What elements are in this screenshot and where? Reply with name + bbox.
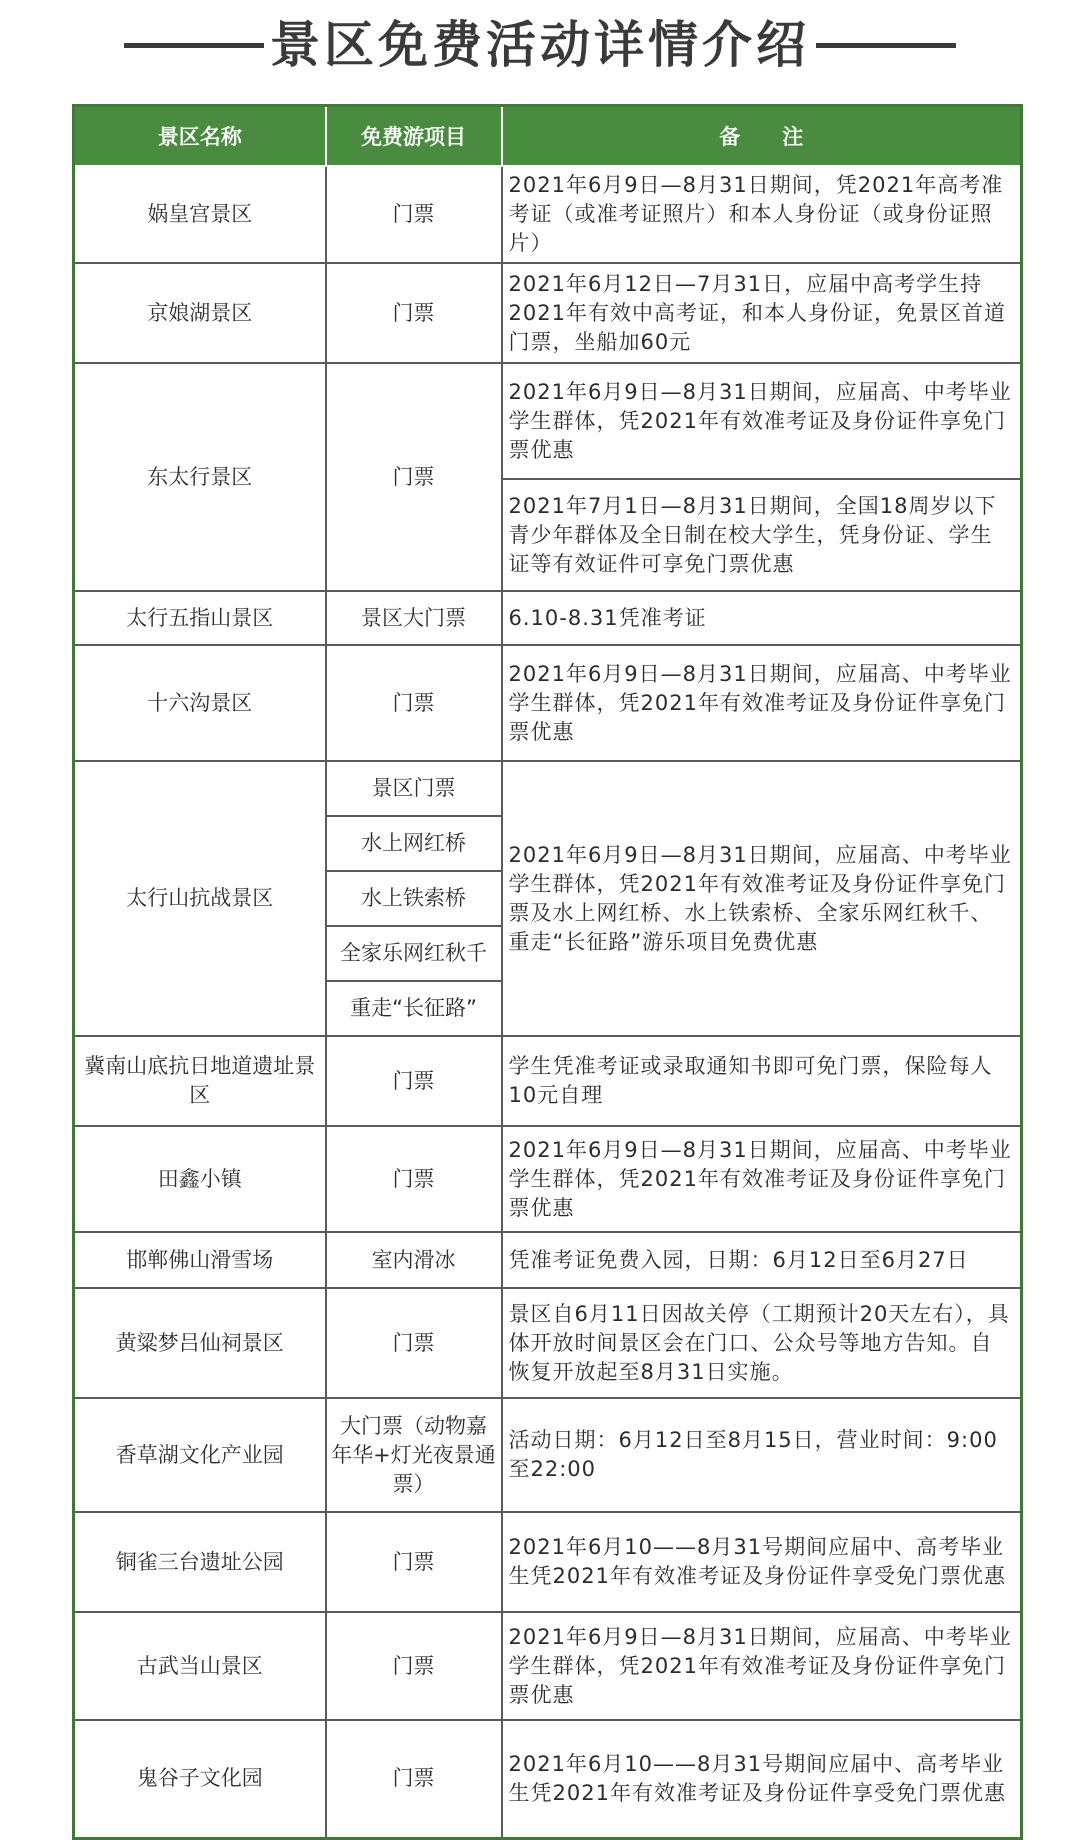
table-row (74, 1126, 1022, 1232)
scenic-name: 香草湖文化产业园 (74, 1398, 326, 1512)
table-row (74, 166, 1022, 263)
scenic-name: 田鑫小镇 (74, 1126, 326, 1232)
page-header (0, 0, 1080, 90)
scenic-name: 黄粱梦吕仙祠景区 (74, 1288, 326, 1398)
table-row (74, 1720, 1022, 1838)
scenic-name: 铜雀三台遗址公园 (74, 1512, 326, 1612)
header-free-project: 免费游项目 (326, 106, 502, 167)
scenic-name: 太行山抗战景区 (74, 761, 326, 1036)
page-title: 景区免费活动详情介绍 (270, 16, 810, 74)
scenic-name: 太行五指山景区 (74, 591, 326, 645)
free-project: 门票 (326, 1720, 502, 1838)
remark: 凭准考证免费入园，日期：6月12日至6月27日 (502, 1232, 1022, 1288)
free-project: 景区大门票 (326, 591, 502, 645)
scenic-name: 娲皇宫景区 (74, 166, 326, 263)
free-project: 全家乐网红秋千 (326, 926, 502, 981)
table-header-row (74, 106, 1022, 167)
remark: 2021年6月12日—7月31日，应届中高考学生持2021年有效中高考证，和本人身份证，免景区首道门票，坐船加60元 (502, 263, 1022, 363)
free-project: 景区门票 (326, 761, 502, 816)
scenic-name: 十六沟景区 (74, 645, 326, 761)
free-project: 大门票（动物嘉年华+灯光夜景通票） (326, 1398, 502, 1512)
table-row (74, 1612, 1022, 1720)
remark: 2021年7月1日—8月31日期间，全国18周岁以下青少年群体及全日制在校大学生，凭身份证、学生证等有效证件可享免门票优惠 (502, 479, 1022, 591)
scenic-name: 古武当山景区 (74, 1612, 326, 1720)
free-project: 门票 (326, 645, 502, 761)
scenic-spots-table (72, 104, 1023, 1840)
remark: 活动日期：6月12日至8月15日，营业时间：9:00至22:00 (502, 1398, 1022, 1512)
remark: 2021年6月10——8月31号期间应届中、高考毕业生凭2021年有效准考证及身份证件享受免门票优惠 (502, 1720, 1022, 1838)
free-project: 门票 (326, 166, 502, 263)
table-row (74, 1036, 1022, 1126)
remark: 2021年6月9日—8月31日期间，应届高、中考毕业学生群体，凭2021年有效准考证及身份证件享免门票优惠 (502, 363, 1022, 479)
free-project: 门票 (326, 363, 502, 591)
title-left-rule (124, 43, 264, 48)
free-project: 门票 (326, 1036, 502, 1126)
scenic-name: 鬼谷子文化园 (74, 1720, 326, 1838)
scenic-name: 冀南山底抗日地道遗址景区 (74, 1036, 326, 1126)
table-row (74, 645, 1022, 761)
free-project: 门票 (326, 1126, 502, 1232)
remark: 2021年6月9日—8月31日期间，应届高、中考毕业学生群体，凭2021年有效准考证及身份证件享免门票优惠 (502, 645, 1022, 761)
header-scenic-name: 景区名称 (74, 106, 326, 167)
remark: 2021年6月9日—8月31日期间，凭2021年高考准考证（或准考证照片）和本人身份证（或身份证照片） (502, 166, 1022, 263)
table-row (74, 1398, 1022, 1512)
free-project: 水上铁索桥 (326, 871, 502, 926)
remark: 2021年6月10——8月31号期间应届中、高考毕业生凭2021年有效准考证及身份证件享受免门票优惠 (502, 1512, 1022, 1612)
table-row (74, 263, 1022, 363)
free-project: 门票 (326, 1612, 502, 1720)
table-row (74, 363, 1022, 479)
free-project: 水上网红桥 (326, 816, 502, 871)
free-project: 门票 (326, 1288, 502, 1398)
scenic-name: 东太行景区 (74, 363, 326, 591)
remark: 景区自6月11日因故关停（工期预计20天左右），具体开放时间景区会在门口、公众号等地方告知。自恢复开放起至8月31日实施。 (502, 1288, 1022, 1398)
remark: 2021年6月9日—8月31日期间，应届高、中考毕业学生群体，凭2021年有效准考证及身份证件享免门票优惠 (502, 1612, 1022, 1720)
table-row (74, 1232, 1022, 1288)
table-row (74, 591, 1022, 645)
scenic-name: 邯郸佛山滑雪场 (74, 1232, 326, 1288)
scenic-name: 京娘湖景区 (74, 263, 326, 363)
remark: 学生凭准考证或录取通知书即可免门票，保险每人10元自理 (502, 1036, 1022, 1126)
remark: 6.10-8.31凭准考证 (502, 591, 1022, 645)
remark: 2021年6月9日—8月31日期间，应届高、中考毕业学生群体，凭2021年有效准考证及身份证件享免门票优惠 (502, 1126, 1022, 1232)
title-right-rule (816, 43, 956, 48)
remark: 2021年6月9日—8月31日期间，应届高、中考毕业学生群体，凭2021年有效准考证及身份证件享免门票及水上网红桥、水上铁索桥、全家乐网红秋千、重走“长征路”游乐项目免费优惠 (502, 761, 1022, 1036)
table-row (74, 1512, 1022, 1612)
free-project: 重走“长征路” (326, 981, 502, 1036)
free-project: 门票 (326, 263, 502, 363)
free-project: 室内滑冰 (326, 1232, 502, 1288)
table-row (74, 761, 1022, 816)
header-remarks: 备 注 (502, 106, 1022, 167)
table-row (74, 1288, 1022, 1398)
free-project: 门票 (326, 1512, 502, 1612)
